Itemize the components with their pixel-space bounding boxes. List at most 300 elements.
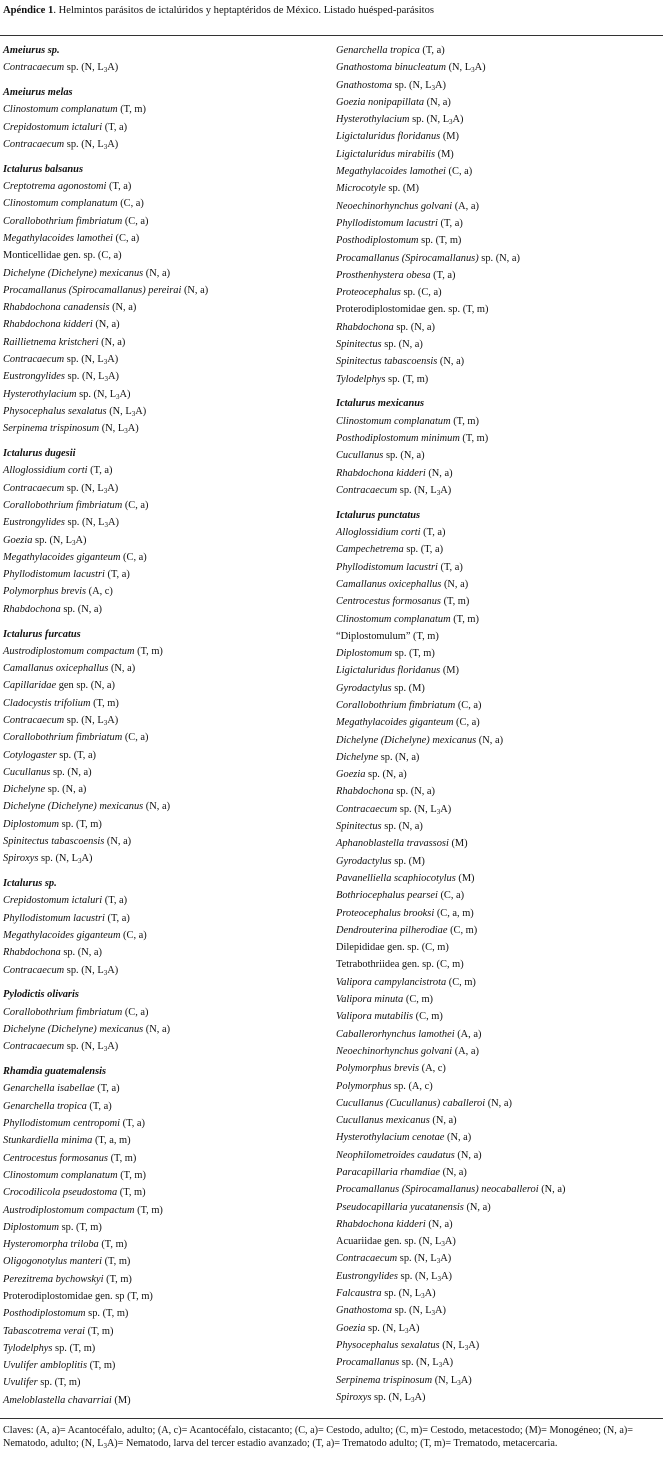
parasite-detail-end: A) bbox=[442, 1357, 454, 1369]
parasite-entry bbox=[3, 660, 325, 677]
parasite-entry bbox=[336, 1250, 656, 1267]
parasite-taxon: Goezia bbox=[336, 769, 366, 781]
parasite-entry bbox=[3, 265, 325, 282]
parasite-taxon: Eustrongylides bbox=[3, 371, 65, 383]
parasite-entry bbox=[336, 94, 656, 111]
parasite-detail: (N, a) bbox=[108, 663, 136, 675]
parasite-detail-end: A) bbox=[107, 1041, 119, 1053]
larval-stage-subscript: 3 bbox=[71, 538, 76, 547]
parasite-taxon: Polymorphus brevis bbox=[336, 1063, 420, 1075]
parasite-taxon: Megathylacoides lamothei bbox=[336, 166, 446, 178]
parasite-detail: sp. (N, L bbox=[397, 1270, 438, 1282]
parasite-detail: (N, a) bbox=[98, 336, 126, 348]
parasite-entry bbox=[3, 299, 325, 316]
parasite-entry bbox=[336, 1147, 656, 1164]
host-section bbox=[3, 445, 325, 618]
parasite-taxon: Megathylacoides lamothei bbox=[3, 232, 113, 244]
parasite-detail: (T, a) bbox=[86, 1100, 112, 1112]
parasite-taxon: Eustrongylides bbox=[336, 1270, 398, 1282]
parasite-detail-end: A) bbox=[107, 138, 119, 150]
larval-stage-subscript: 3 bbox=[104, 521, 108, 530]
parasite-entry bbox=[3, 910, 325, 927]
parasite-taxon: Serpinema trispinosum bbox=[3, 423, 100, 435]
parasite-entry bbox=[3, 420, 325, 437]
parasite-detail: sp. (N, a) bbox=[383, 450, 425, 462]
parasite-detail: sp. (N, L bbox=[399, 1357, 439, 1369]
parasite-detail: sp. (N, L bbox=[38, 853, 78, 865]
parasite-detail: sp. (N, L bbox=[371, 1391, 411, 1403]
parasite-entry bbox=[336, 1320, 656, 1337]
parasite-entry bbox=[3, 747, 325, 764]
parasite-detail: (N, L bbox=[99, 423, 125, 435]
parasite-taxon: Cotylogaster bbox=[3, 749, 57, 761]
parasite-taxon: Spiroxys bbox=[336, 1391, 372, 1403]
parasite-detail: sp. (N, a) bbox=[45, 784, 87, 796]
parasite-detail: sp. (T, m) bbox=[418, 235, 462, 247]
parasite-detail: (C, a) bbox=[453, 717, 480, 729]
parasite-detail: sp. (M) bbox=[391, 855, 425, 867]
bottom-rule bbox=[0, 1418, 663, 1419]
parasite-entry bbox=[3, 403, 325, 420]
parasite-taxon: Spiroxys bbox=[3, 853, 39, 865]
parasite-detail: sp. (N, L bbox=[64, 371, 105, 383]
parasite-entry bbox=[336, 956, 656, 973]
parasite-entry bbox=[336, 1216, 656, 1233]
larval-stage-subscript: 3 bbox=[437, 1274, 441, 1283]
larval-stage-subscript: 3 bbox=[104, 375, 108, 384]
parasite-entry bbox=[3, 532, 325, 549]
parasite-entry bbox=[3, 1374, 325, 1391]
parasite-entry bbox=[3, 816, 325, 833]
parasite-taxon: Rhabdochona canadensis bbox=[3, 302, 110, 314]
parasite-taxon: Falcaustra bbox=[336, 1288, 382, 1300]
parasite-taxon: Megathylacoides giganteum bbox=[3, 551, 121, 563]
parasite-entry bbox=[3, 781, 325, 798]
parasite-taxon: Cucullanus (Cucullanus) caballeroi bbox=[336, 1097, 486, 1109]
host-name: Ictalurus dugesii bbox=[3, 448, 76, 460]
parasite-taxon: Caballerorhynchus lamothei bbox=[336, 1028, 455, 1040]
parasite-detail-end: A) bbox=[474, 62, 486, 74]
parasite-taxon: Cladocystis trifolium bbox=[3, 697, 91, 709]
parasite-entry bbox=[336, 541, 656, 558]
parasite-entry bbox=[336, 1354, 656, 1371]
parasite-detail: (C, m) bbox=[403, 994, 433, 1006]
parasite-detail: sp. (N, a) bbox=[381, 821, 423, 833]
parasite-detail: sp. (N, a) bbox=[393, 321, 435, 333]
footnote-keys bbox=[3, 1425, 659, 1450]
parasite-detail: (T, m) bbox=[134, 645, 163, 657]
parasite-taxon: Goezia bbox=[3, 534, 33, 546]
parasite-taxon: Centrocestus formosanus bbox=[336, 596, 441, 608]
parasite-entry bbox=[3, 230, 325, 247]
parasite-entry bbox=[3, 1115, 325, 1132]
parasite-taxon: Camallanus oxicephallus bbox=[3, 663, 109, 675]
parasite-detail: Monticellidae gen. sp. (C, a) bbox=[3, 250, 122, 262]
parasite-taxon: Genarchella tropica bbox=[3, 1100, 87, 1112]
parasite-detail: gen sp. (N, a) bbox=[56, 680, 115, 692]
parasite-taxon: Camallanus oxicephallus bbox=[336, 578, 442, 590]
parasite-detail: (A, a) bbox=[454, 1028, 482, 1040]
parasite-detail: sp. (N, L bbox=[392, 79, 432, 91]
parasite-detail: sp. (N, L bbox=[64, 1041, 104, 1053]
parasite-entry bbox=[3, 1021, 325, 1038]
larval-stage-subscript: 3 bbox=[124, 427, 128, 436]
parasite-detail: (N, L bbox=[432, 1374, 458, 1386]
parasite-entry bbox=[3, 1080, 325, 1097]
parasite-detail-end: A) bbox=[107, 714, 119, 726]
parasite-entry bbox=[336, 198, 656, 215]
parasite-detail-end: A) bbox=[444, 1236, 456, 1248]
parasite-detail-end: A) bbox=[440, 1253, 452, 1265]
parasite-taxon: Dichelyne bbox=[336, 751, 379, 763]
left-column bbox=[3, 42, 325, 1417]
parasite-detail: (C, a) bbox=[445, 166, 473, 178]
parasite-detail: sp. (N, L bbox=[64, 138, 104, 150]
parasite-detail: (T, a) bbox=[102, 895, 128, 907]
parasite-detail-end: A) bbox=[435, 79, 447, 91]
parasite-entry bbox=[3, 1184, 325, 1201]
parasite-detail: (N, a) bbox=[441, 578, 469, 590]
parasite-detail-end: A) bbox=[414, 1391, 426, 1403]
parasite-entry bbox=[336, 1078, 656, 1095]
parasite-entry bbox=[336, 1302, 656, 1319]
parasite-entry bbox=[336, 611, 656, 628]
host-name: Pylodictis olivaris bbox=[3, 989, 79, 1001]
larval-stage-subscript: 3 bbox=[103, 718, 108, 727]
parasite-detail: sp. (N, L bbox=[397, 803, 437, 815]
parasite-detail: sp. (N, L bbox=[64, 517, 105, 529]
parasite-entry bbox=[3, 549, 325, 566]
parasite-taxon: Rhabdochona bbox=[336, 786, 394, 798]
parasite-entry bbox=[336, 922, 656, 939]
parasite-detail-end: A) bbox=[108, 517, 119, 529]
parasite-detail: (T, m) bbox=[102, 1256, 131, 1268]
parasite-detail: sp. (T, m) bbox=[85, 1308, 129, 1320]
parasite-detail: sp. (N, a) bbox=[381, 339, 423, 351]
parasite-detail: (N, a) bbox=[440, 1167, 467, 1178]
larval-stage-subscript: 3 bbox=[410, 1395, 415, 1404]
parasite-detail: (C, a) bbox=[437, 890, 465, 902]
parasite-detail-end: A) bbox=[460, 1374, 472, 1386]
parasite-entry bbox=[336, 284, 656, 301]
parasite-detail-end: A) bbox=[107, 62, 119, 74]
parasite-detail-end: A) bbox=[135, 405, 147, 417]
footnote-text-2: A)= Nematodo, larva del tercer estadio avanzado; (T, a)= Trematodo adulto; (T, m)= Trematodo, metacercaria. bbox=[106, 1437, 558, 1449]
parasite-detail: (M) bbox=[448, 838, 468, 850]
parasite-taxon: Gnathostoma bbox=[336, 1305, 392, 1317]
parasite-entry bbox=[336, 766, 656, 783]
parasite-detail: sp. (N, L bbox=[64, 714, 104, 726]
parasite-detail: (T, m) bbox=[117, 1169, 146, 1181]
parasite-entry bbox=[336, 267, 656, 284]
parasite-entry bbox=[336, 887, 656, 904]
parasite-entry bbox=[336, 697, 656, 714]
host-name: Ictalurus balsanus bbox=[3, 163, 83, 175]
parasite-entry bbox=[3, 514, 325, 531]
larval-stage-subscript: 3 bbox=[103, 968, 108, 977]
parasite-detail: (A, c) bbox=[86, 586, 113, 598]
parasite-detail: (A, c) bbox=[419, 1063, 446, 1075]
parasite-taxon: Hysterothylacium bbox=[336, 114, 410, 126]
host-section bbox=[3, 42, 325, 77]
parasite-detail: (T, a) bbox=[106, 181, 132, 193]
parasite-detail: sp. (M) bbox=[391, 682, 425, 694]
parasite-detail: sp. (T, a) bbox=[403, 544, 444, 556]
parasite-taxon: Clinostomum complanatum bbox=[336, 415, 451, 427]
parasite-taxon: Dichelyne (Dichelyne) mexicanus bbox=[3, 801, 144, 813]
parasite-entry bbox=[3, 643, 325, 660]
parasite-detail: (T, m) bbox=[98, 1239, 128, 1251]
parasite-taxon: Phyllodistomum lacustri bbox=[3, 569, 105, 581]
parasite-entry bbox=[336, 1233, 656, 1250]
parasite-taxon: Diplostomum bbox=[3, 818, 59, 830]
parasite-taxon: Goezia bbox=[336, 1322, 366, 1334]
parasite-taxon: Valipora mutabilis bbox=[336, 1011, 414, 1023]
parasite-detail: (A, a) bbox=[452, 1045, 479, 1057]
parasite-entry bbox=[3, 1253, 325, 1270]
parasite-detail: Tetrabothriidea gen. sp. (C, m) bbox=[336, 959, 464, 971]
parasite-taxon: Campechetrema bbox=[336, 544, 404, 556]
parasite-entry bbox=[336, 593, 656, 610]
parasite-entry bbox=[3, 764, 325, 781]
parasite-entry bbox=[336, 232, 656, 249]
parasite-taxon: Contracaecum bbox=[3, 354, 65, 366]
parasite-detail: sp. (N, a) bbox=[365, 769, 407, 781]
appendix-caption bbox=[3, 4, 658, 17]
parasite-taxon: Corallobothrium fimbriatum bbox=[3, 499, 123, 511]
parasite-detail: Dilepididae gen. sp. (C, m) bbox=[336, 942, 449, 954]
parasite-detail-end: A) bbox=[452, 114, 464, 126]
parasite-entry bbox=[336, 319, 656, 336]
parasite-entry bbox=[336, 662, 656, 679]
parasite-detail: sp. (T, m) bbox=[52, 1342, 96, 1354]
parasite-entry bbox=[336, 1095, 656, 1112]
parasite-taxon: Contracaecum bbox=[3, 138, 65, 150]
host-name: Ameiurus melas bbox=[3, 87, 73, 99]
parasite-taxon: Uvulifer ambloplitis bbox=[3, 1360, 87, 1372]
parasite-taxon: Microcotyle bbox=[336, 183, 386, 195]
parasite-taxon: Centrocestus formosanus bbox=[3, 1152, 108, 1164]
parasite-entry bbox=[3, 1340, 325, 1357]
parasite-taxon: Diplostomum bbox=[336, 648, 392, 660]
parasite-detail-end: A) bbox=[468, 1339, 480, 1351]
parasite-detail: sp. (N, a) bbox=[378, 751, 420, 763]
parasite-entry bbox=[336, 559, 656, 576]
parasite-taxon: Pseudocapillaria yucatanensis bbox=[336, 1201, 464, 1213]
host-section bbox=[3, 986, 325, 1055]
parasite-taxon: Polymorphus brevis bbox=[3, 586, 87, 598]
parasite-entry bbox=[3, 213, 325, 230]
parasite-entry bbox=[3, 677, 325, 694]
parasite-detail: (T, a) bbox=[102, 121, 128, 133]
parasite-detail: (C, a) bbox=[120, 551, 147, 563]
parasite-taxon: Gyrodactylus bbox=[336, 855, 392, 867]
footnote-subscript: 3 bbox=[103, 1441, 107, 1450]
larval-stage-subscript: 3 bbox=[116, 392, 120, 401]
parasite-taxon: Gyrodactylus bbox=[336, 682, 392, 694]
parasite-entry bbox=[336, 1285, 656, 1302]
parasite-detail: (N, a) bbox=[429, 1115, 457, 1127]
parasite-detail: (N, L bbox=[445, 62, 472, 74]
parasite-entry bbox=[3, 601, 325, 618]
larval-stage-subscript: 3 bbox=[436, 1257, 441, 1266]
parasite-detail: (M) bbox=[440, 131, 459, 143]
parasite-entry bbox=[3, 1219, 325, 1236]
parasite-taxon: Crepidostomum ictaluri bbox=[3, 121, 103, 133]
parasite-detail: Proterodiplostomidae gen. sp (T, m) bbox=[3, 1290, 153, 1302]
parasite-detail: (N, a) bbox=[143, 267, 171, 279]
parasite-detail: sp. (N, L bbox=[76, 388, 117, 400]
parasite-entry bbox=[336, 180, 656, 197]
parasite-detail: sp. (N, L bbox=[392, 1305, 432, 1317]
parasite-taxon: Procamallanus (Spirocamallanus) pereirai bbox=[3, 284, 182, 296]
larval-stage-subscript: 3 bbox=[441, 1240, 445, 1249]
host-name: Ictalurus mexicanus bbox=[336, 398, 425, 410]
parasite-taxon: Neoechinorhynchus golvani bbox=[336, 1045, 453, 1057]
parasite-taxon: Clinostomum complanatum bbox=[3, 104, 118, 116]
parasite-taxon: Posthodiplostomum bbox=[336, 235, 419, 247]
parasite-entry bbox=[336, 1129, 656, 1146]
parasite-entry bbox=[3, 368, 325, 385]
parasite-entry bbox=[3, 1392, 325, 1409]
parasite-detail: sp. (A, c) bbox=[391, 1080, 433, 1092]
parasite-entry bbox=[336, 1008, 656, 1025]
parasite-taxon: Valipora campylancistrota bbox=[336, 976, 447, 988]
parasite-taxon: Paracapillaria rhamdiae bbox=[336, 1167, 441, 1178]
parasite-taxon: Physocephalus sexalatus bbox=[336, 1339, 440, 1351]
parasite-detail-end: A) bbox=[440, 484, 452, 496]
parasite-taxon: Austrodiplostomum compactum bbox=[3, 1204, 135, 1216]
parasite-detail: (N, a) bbox=[485, 1097, 512, 1109]
parasite-detail: sp. (T, a) bbox=[56, 749, 97, 761]
parasite-entry bbox=[336, 853, 656, 870]
parasite-detail: (T, m) bbox=[117, 104, 146, 116]
parasite-entry bbox=[336, 628, 656, 645]
parasite-detail: (N, a) bbox=[92, 319, 120, 331]
parasite-entry bbox=[336, 714, 656, 731]
parasite-detail: (N, a) bbox=[538, 1184, 566, 1196]
parasite-taxon: Stunkardiella minima bbox=[3, 1135, 93, 1147]
larval-stage-subscript: 3 bbox=[77, 857, 82, 866]
parasite-entry bbox=[3, 1038, 325, 1055]
parasite-taxon: Clinostomum complanatum bbox=[3, 1169, 118, 1181]
parasite-entry bbox=[336, 146, 656, 163]
parasite-taxon: Clinostomum complanatum bbox=[336, 613, 451, 625]
parasite-detail: sp. (T, m) bbox=[37, 1377, 81, 1389]
parasite-entry bbox=[336, 818, 656, 835]
parasite-detail-end: A) bbox=[127, 423, 139, 435]
parasite-taxon: Contracaecum bbox=[3, 1041, 65, 1053]
parasite-detail: (T, a) bbox=[94, 1083, 120, 1095]
larval-stage-subscript: 3 bbox=[464, 1343, 469, 1352]
parasite-entry bbox=[336, 1060, 656, 1077]
parasite-entry bbox=[336, 1043, 656, 1060]
parasite-detail: sp. (N, L bbox=[381, 1288, 422, 1300]
larval-stage-subscript: 3 bbox=[103, 66, 108, 75]
parasite-entry bbox=[3, 1323, 325, 1340]
parasite-entry bbox=[3, 386, 325, 403]
parasite-taxon: Hysterothylacium bbox=[3, 388, 77, 400]
parasite-detail: sp. (N, L bbox=[64, 482, 104, 494]
larval-stage-subscript: 3 bbox=[457, 1378, 461, 1387]
parasite-entry bbox=[3, 334, 325, 351]
parasite-taxon: Rhabdochona kidderi bbox=[336, 1218, 426, 1230]
host-name: Ictalurus furcatus bbox=[3, 628, 81, 640]
parasite-taxon: Crepidostomum ictaluri bbox=[3, 895, 103, 907]
larval-stage-subscript: 3 bbox=[449, 118, 453, 127]
larval-stage-subscript: 3 bbox=[404, 1326, 409, 1335]
host-name: Ictalurus sp. bbox=[3, 878, 57, 890]
parasite-detail: sp. (N, a) bbox=[60, 603, 102, 615]
parasite-taxon: Ligictaluridus mirabilis bbox=[336, 148, 436, 160]
parasite-taxon: Gnathostoma binucleatum bbox=[336, 62, 446, 74]
parasite-entry bbox=[336, 336, 656, 353]
parasite-entry bbox=[336, 783, 656, 800]
parasite-taxon: Contracaecum bbox=[336, 484, 398, 496]
parasite-entry bbox=[336, 749, 656, 766]
parasite-detail: sp. (N, a) bbox=[393, 786, 435, 798]
parasite-taxon: Bothriocephalus pearsei bbox=[336, 890, 438, 902]
parasite-entry bbox=[336, 1337, 656, 1354]
parasite-entry bbox=[3, 1132, 325, 1149]
parasite-detail: (M) bbox=[435, 148, 454, 160]
parasite-detail: (C, a) bbox=[122, 215, 149, 227]
host-name: Ameiurus sp. bbox=[3, 45, 60, 56]
parasite-taxon: Clinostomum complanatum bbox=[3, 198, 118, 210]
parasite-entry bbox=[3, 480, 325, 497]
parasite-taxon: Hysterothylacium cenotae bbox=[336, 1132, 445, 1144]
parasite-taxon: Neophilometroides caudatus bbox=[336, 1149, 455, 1161]
parasite-detail: (T, a) bbox=[419, 45, 445, 56]
parasite-detail: (T, a) bbox=[430, 269, 456, 281]
parasite-detail: (N, a) bbox=[109, 302, 137, 314]
larval-stage-subscript: 3 bbox=[436, 488, 441, 497]
parasite-entry bbox=[336, 371, 656, 388]
parasite-detail-end: A) bbox=[119, 388, 131, 400]
parasite-taxon: Corallobothrium fimbriatum bbox=[3, 732, 123, 744]
parasite-taxon: Austrodiplostomum compactum bbox=[3, 645, 135, 657]
parasite-taxon: Phyllodistomum lacustri bbox=[336, 561, 438, 573]
parasite-entry bbox=[3, 1357, 325, 1374]
parasite-taxon: Ligictaluridus floridanus bbox=[336, 665, 441, 677]
parasite-taxon: Dendrouterina pilherodiae bbox=[336, 924, 448, 936]
parasite-entry bbox=[3, 712, 325, 729]
parasite-entry bbox=[336, 835, 656, 852]
parasite-entry bbox=[3, 462, 325, 479]
host-section bbox=[336, 42, 656, 388]
parasite-entry bbox=[3, 729, 325, 746]
larval-stage-subscript: 3 bbox=[436, 807, 441, 816]
larval-stage-subscript: 3 bbox=[103, 142, 108, 151]
parasite-taxon: Dichelyne (Dichelyne) mexicanus bbox=[3, 1024, 144, 1036]
parasite-taxon: Oligogonotylus manteri bbox=[3, 1256, 102, 1268]
parasite-taxon: Spinitectus bbox=[336, 339, 382, 351]
parasite-entry bbox=[336, 42, 656, 59]
parasite-taxon: Capillaridae bbox=[3, 680, 57, 692]
parasite-detail: (N, L bbox=[106, 405, 132, 417]
parasite-taxon: Polymorphus bbox=[336, 1080, 392, 1092]
parasite-taxon: Gnathostoma bbox=[336, 79, 392, 91]
parasite-taxon: Corallobothrium fimbriatum bbox=[336, 699, 456, 711]
parasite-detail: sp. (N, L bbox=[64, 354, 104, 366]
host-section bbox=[3, 626, 325, 868]
host-section bbox=[3, 161, 325, 438]
parasite-taxon: Serpinema trispinosum bbox=[336, 1374, 433, 1386]
parasite-detail-end: A) bbox=[107, 482, 119, 494]
parasite-taxon: Pavanelliella scaphiocotylus bbox=[336, 872, 456, 884]
parasite-detail: sp. (C, a) bbox=[400, 287, 442, 299]
parasite-taxon: Megathylacoides giganteum bbox=[336, 717, 454, 729]
